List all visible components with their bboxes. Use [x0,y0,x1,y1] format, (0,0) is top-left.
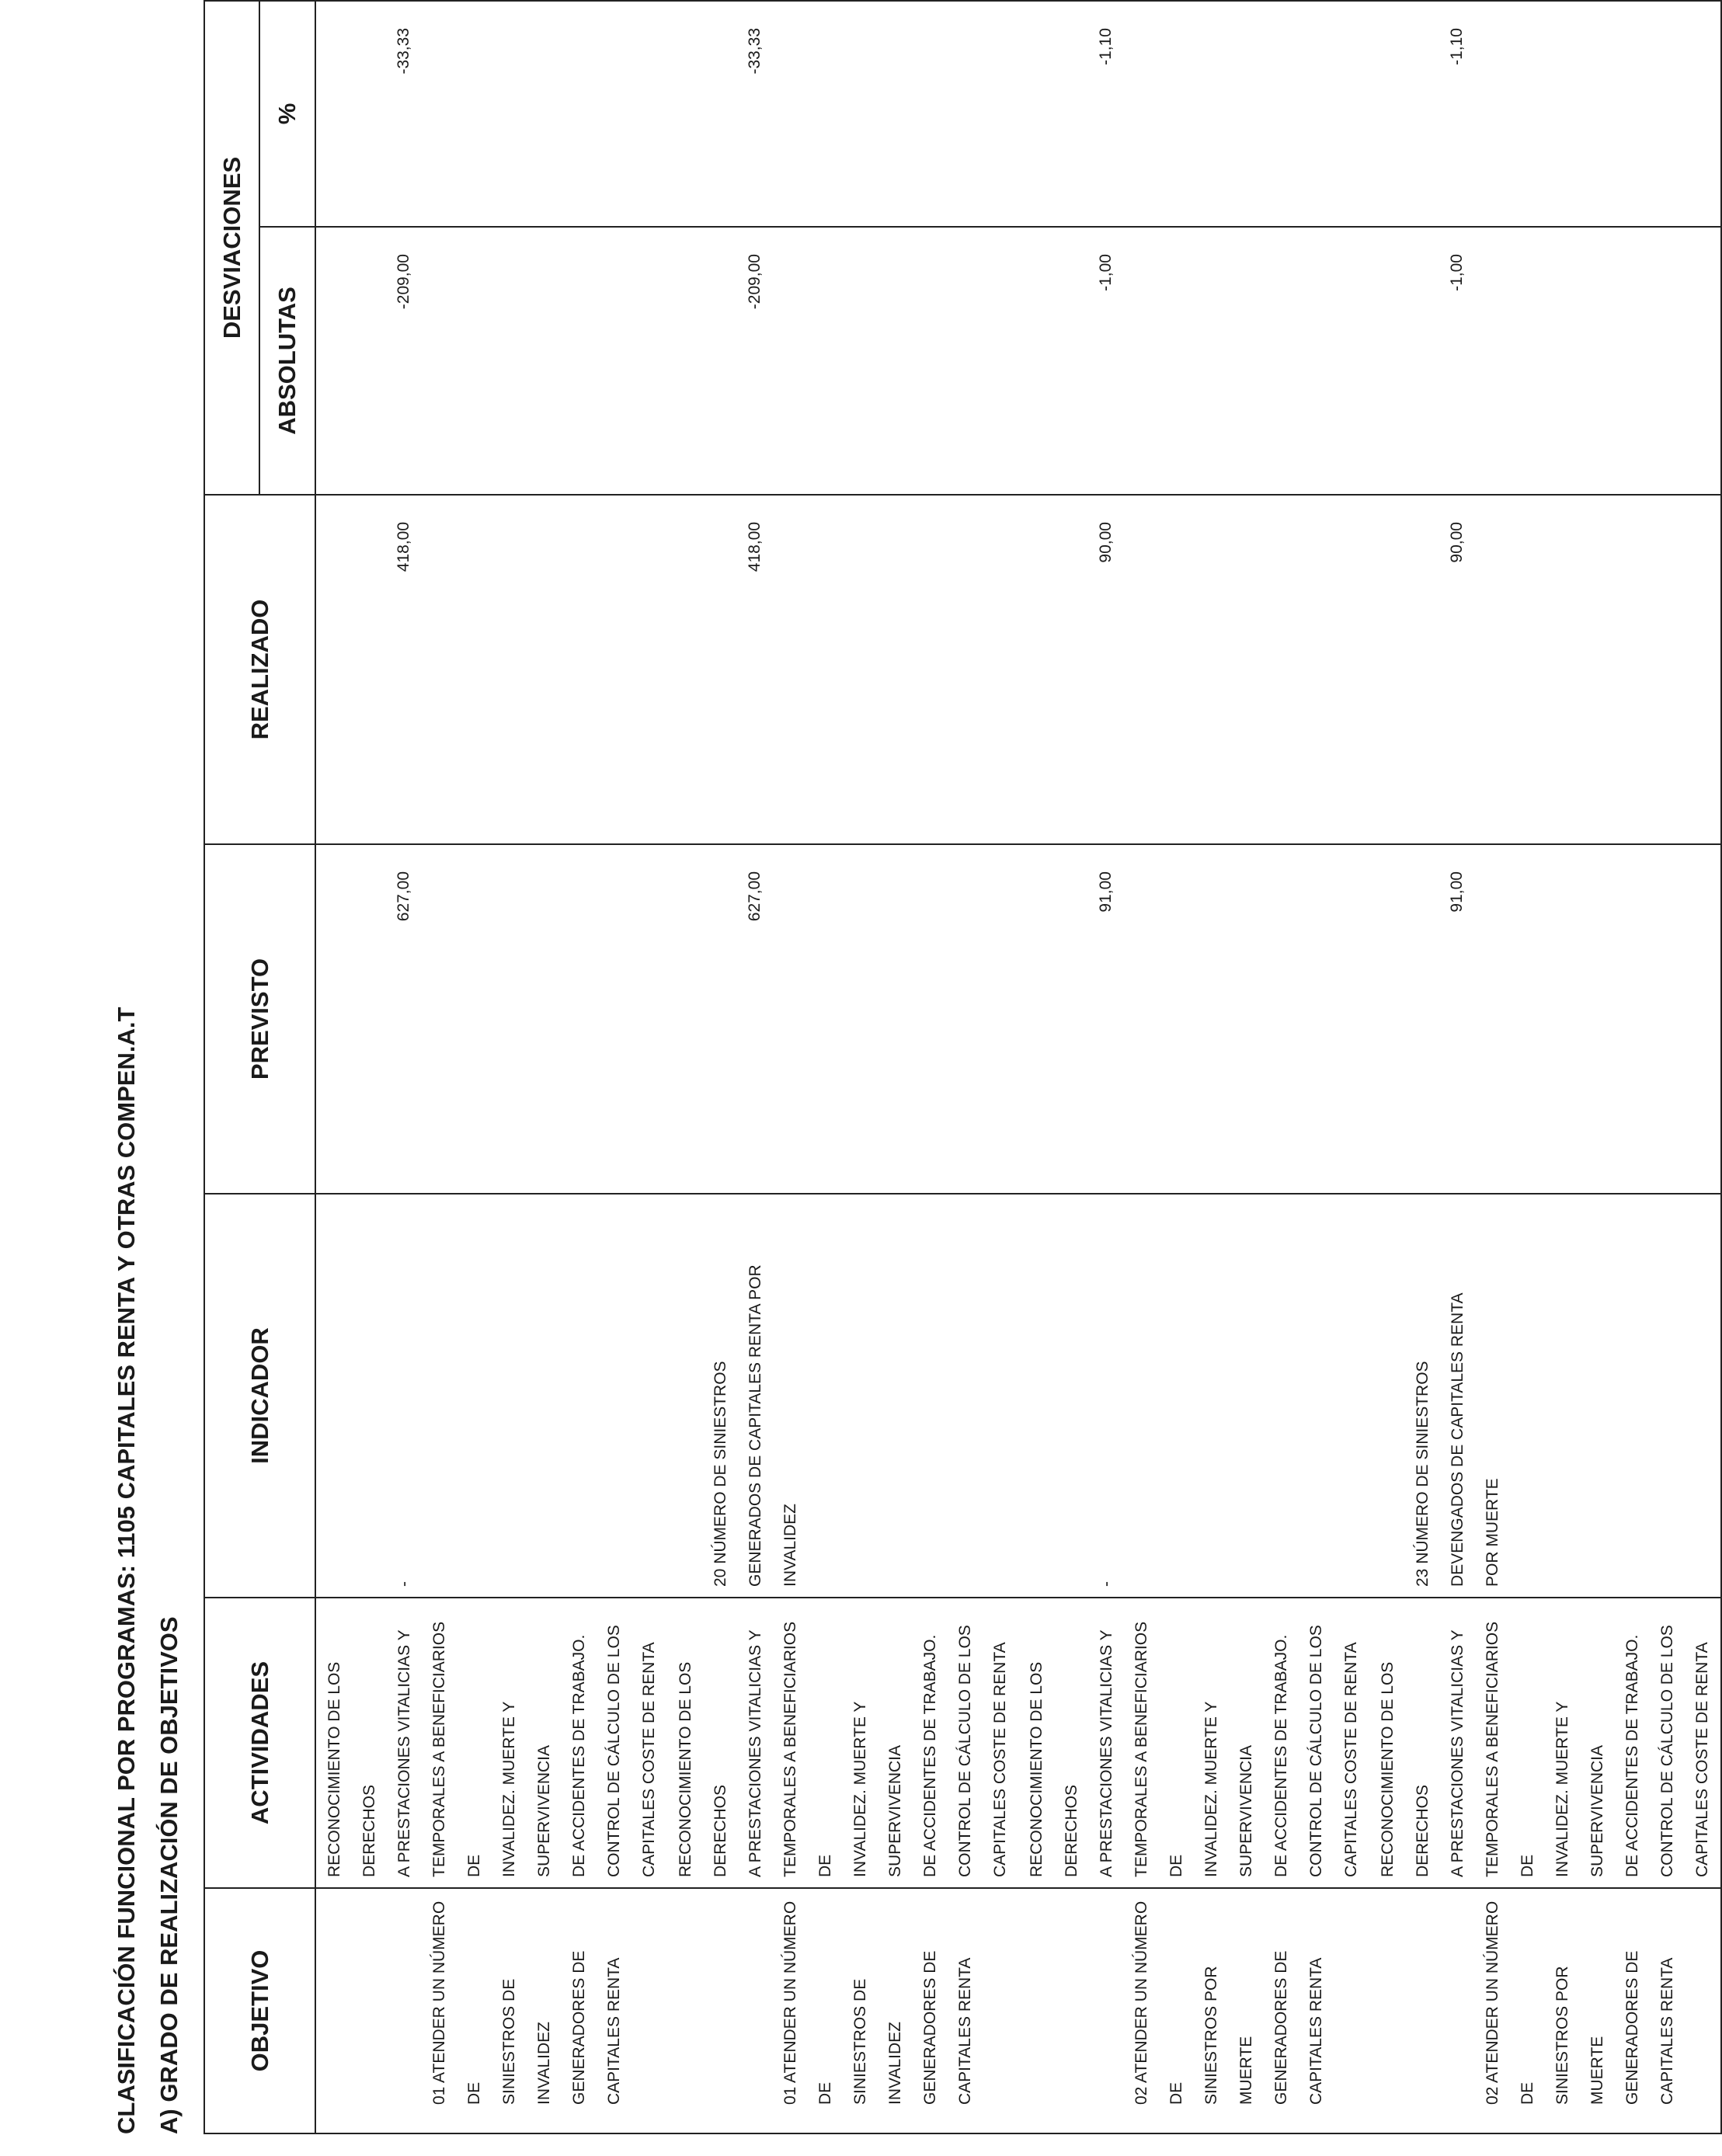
header-absolutas: ABSOLUTAS [259,227,315,495]
header-previsto: PREVISTO [204,844,315,1194]
header-porcentaje: % [259,1,315,227]
absolutas-value: -209,00 [315,227,667,495]
indicador-cell [1018,1194,1369,1598]
table-row [315,1,667,2133]
realizado-value: 90,00 [1369,495,1721,844]
objetivo-cell [667,1888,1018,2133]
actividades-cell [1369,1598,1721,1888]
porcentaje-value: -33,33 [667,1,1018,227]
table-row [667,1,1018,2133]
indicador-text: - [395,1581,413,1587]
previsto-value: 627,00 [667,844,1018,1194]
absolutas-value: -1,00 [1018,227,1369,495]
actividades-cell [667,1598,1018,1888]
indicador-text: 20 NÚMERO DE SINIESTROS GENERADOS DE CAPITALES RENTA POR INVALIDEZ [711,1264,799,1587]
porcentaje-value: -1,10 [1369,1,1721,227]
objetivo-text: 01 ATENDER UN NÚMERO DE SINIESTROS DE INVALIDEZ GENERADORES DE CAPITALES RENTA [430,1900,623,2105]
porcentaje-value: -33,33 [315,1,667,227]
objetivo-text: 02 ATENDER UN NÚMERO DE SINIESTROS POR MUERTE GENERADORES DE CAPITALES RENTA [1484,1900,1676,2105]
indicador-text: - [1098,1581,1115,1587]
objetivo-cell [315,1888,667,2133]
header-realizado: REALIZADO [204,495,315,844]
page-subtitle: A) GRADO DE REALIZACIÓN DE OBJETIVOS [155,1616,183,2134]
header-actividades: ACTIVIDADES [204,1598,315,1888]
actividades-text: RECONOCIMIENTO DE LOS DERECHOS A PRESTACIONES VITALICIAS Y TEMPORALES A BENEFICIARIOS DE INVALIDEZ. MUERTE Y SUPERVIVENCIA DE ACCIDENTES DE TRABAJO. CONTROL DE CÁLCULO DE LOS CAPITALES COSTE DE RENTA [677,1621,1009,1877]
table-row [1018,1,1369,2133]
absolutas-value: -209,00 [667,227,1018,495]
absolutas-value: -1,00 [1369,227,1721,495]
indicador-cell [1369,1194,1721,1598]
actividades-cell [1018,1598,1369,1888]
previsto-value: 91,00 [1018,844,1369,1194]
objetivo-cell [1018,1888,1369,2133]
actividades-text: RECONOCIMIENTO DE LOS DERECHOS A PRESTACIONES VITALICIAS Y TEMPORALES A BENEFICIARIOS DE INVALIDEZ. MUERTE Y SUPERVIVENCIA DE ACCIDENTES DE TRABAJO. CONTROL DE CÁLCULO DE LOS CAPITALES COSTE DE RENTA [325,1621,658,1877]
indicador-text: 23 NÚMERO DE SINIESTROS DEVENGADOS DE CAPITALES RENTA POR MUERTE [1414,1292,1501,1587]
actividades-text: RECONOCIMIENTO DE LOS DERECHOS A PRESTACIONES VITALICIAS Y TEMPORALES A BENEFICIARIOS DE INVALIDEZ. MUERTE Y SUPERVIVENCIA DE ACCIDENTES DE TRABAJO. CONTROL DE CÁLCULO DE LOS CAPITALES COSTE DE RENTA [1379,1621,1711,1877]
actividades-text: RECONOCIMIENTO DE LOS DERECHOS A PRESTACIONES VITALICIAS Y TEMPORALES A BENEFICIARIOS DE INVALIDEZ. MUERTE Y SUPERVIVENCIA DE ACCIDENTES DE TRABAJO. CONTROL DE CÁLCULO DE LOS CAPITALES COSTE DE RENTA [1028,1621,1360,1877]
realizado-value: 90,00 [1018,495,1369,844]
page-title: CLASIFICACIÓN FUNCIONAL POR PROGRAMAS: 1105 CAPITALES RENTA Y OTRAS COMPEN.A.T [113,1007,140,2134]
previsto-value: 627,00 [315,844,667,1194]
realizado-value: 418,00 [667,495,1018,844]
table-row [1369,1,1721,2133]
objetivo-text: 01 ATENDER UN NÚMERO DE SINIESTROS DE INVALIDEZ GENERADORES DE CAPITALES RENTA [781,1900,974,2105]
realizado-value: 418,00 [315,495,667,844]
header-objetivo: OBJETIVO [204,1888,315,2133]
header-indicador: INDICADOR [204,1194,315,1598]
previsto-value: 91,00 [1369,844,1721,1194]
porcentaje-value: -1,10 [1018,1,1369,227]
indicador-cell [667,1194,1018,1598]
objetivo-cell [1369,1888,1721,2133]
objectives-table [204,0,1722,2134]
indicador-cell [315,1194,667,1598]
objetivo-text: 02 ATENDER UN NÚMERO DE SINIESTROS POR MUERTE GENERADORES DE CAPITALES RENTA [1132,1900,1325,2105]
header-desviaciones: DESVIACIONES [204,1,259,495]
actividades-cell [315,1598,667,1888]
